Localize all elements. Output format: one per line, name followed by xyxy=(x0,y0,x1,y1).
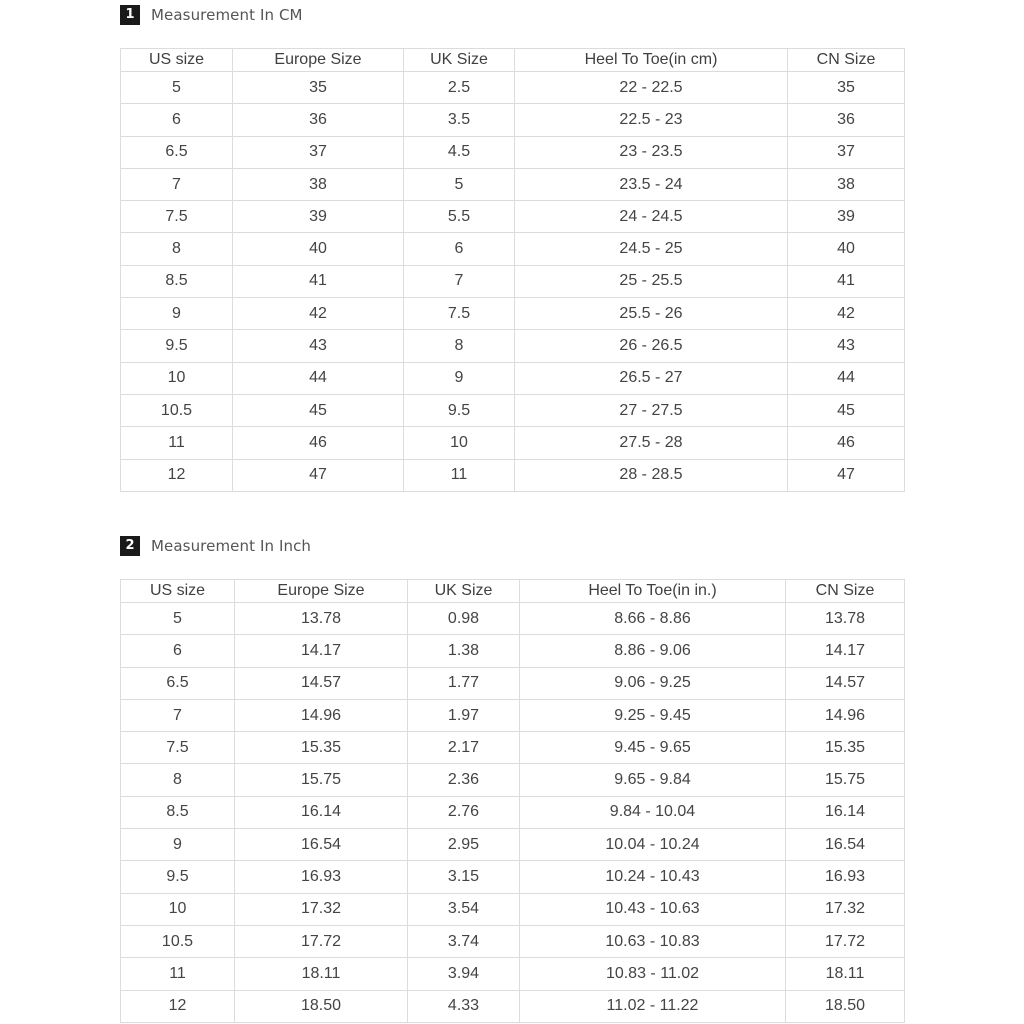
table-row xyxy=(121,201,905,233)
table-row xyxy=(121,168,905,200)
table-cell: 5.5 xyxy=(404,201,515,233)
table-cell: 10.83 - 11.02 xyxy=(520,958,786,990)
table-cell: 8.5 xyxy=(121,796,235,828)
table-cell: 41 xyxy=(788,265,905,297)
table-cell: 9.5 xyxy=(121,330,233,362)
table-cell: 2.76 xyxy=(408,796,520,828)
table-header-row xyxy=(121,49,905,72)
table-cell: 10 xyxy=(404,427,515,459)
table-cell: 9 xyxy=(121,298,233,330)
table-cell: 35 xyxy=(788,72,905,104)
table-cell: 27.5 - 28 xyxy=(515,427,788,459)
table-row xyxy=(121,104,905,136)
table-cell: 3.5 xyxy=(404,104,515,136)
table-cell: 24.5 - 25 xyxy=(515,233,788,265)
table-cell: 2.17 xyxy=(408,732,520,764)
table-cell: 18.11 xyxy=(786,958,905,990)
table-cell: 15.75 xyxy=(235,764,408,796)
table-cell: 8.86 - 9.06 xyxy=(520,635,786,667)
table-row xyxy=(121,958,905,990)
table-row xyxy=(121,265,905,297)
table-cell: 8.66 - 8.86 xyxy=(520,603,786,635)
table-cell: 2.5 xyxy=(404,72,515,104)
column-header: Heel To Toe(in in.) xyxy=(520,580,786,603)
table-cell: 10.04 - 10.24 xyxy=(520,829,786,861)
table-cell: 38 xyxy=(233,168,404,200)
table-cell: 18.50 xyxy=(235,990,408,1022)
table-cell: 10.43 - 10.63 xyxy=(520,893,786,925)
table-cell: 17.72 xyxy=(786,925,905,957)
table-cell: 3.54 xyxy=(408,893,520,925)
table-cell: 18.50 xyxy=(786,990,905,1022)
table-cell: 5 xyxy=(121,603,235,635)
table-cell: 2.95 xyxy=(408,829,520,861)
table-cell: 41 xyxy=(233,265,404,297)
table-cell: 2.36 xyxy=(408,764,520,796)
table-cell: 23.5 - 24 xyxy=(515,168,788,200)
table-cell: 14.17 xyxy=(786,635,905,667)
column-header: Europe Size xyxy=(233,49,404,72)
table-cell: 46 xyxy=(233,427,404,459)
table-cell: 6 xyxy=(404,233,515,265)
table-cell: 4.33 xyxy=(408,990,520,1022)
table-row xyxy=(121,362,905,394)
table-row xyxy=(121,459,905,491)
table-cell: 10.24 - 10.43 xyxy=(520,861,786,893)
table-row xyxy=(121,925,905,957)
table-cell: 39 xyxy=(788,201,905,233)
table-cell: 16.93 xyxy=(786,861,905,893)
column-header: UK Size xyxy=(404,49,515,72)
table-row xyxy=(121,427,905,459)
table-cell: 9.06 - 9.25 xyxy=(520,667,786,699)
table-cell: 12 xyxy=(121,990,235,1022)
table-cell: 8.5 xyxy=(121,265,233,297)
table-cell: 16.14 xyxy=(235,796,408,828)
table-cell: 8 xyxy=(121,233,233,265)
table-cell: 44 xyxy=(233,362,404,394)
table-cell: 14.96 xyxy=(786,699,905,731)
table-cell: 26 - 26.5 xyxy=(515,330,788,362)
table-row xyxy=(121,394,905,426)
section-heading-cm xyxy=(120,5,303,25)
table-cell: 9.84 - 10.04 xyxy=(520,796,786,828)
table-row xyxy=(121,136,905,168)
table-row xyxy=(121,732,905,764)
table-cell: 7.5 xyxy=(121,201,233,233)
table-cell: 13.78 xyxy=(786,603,905,635)
table-cell: 5 xyxy=(121,72,233,104)
table-cell: 6 xyxy=(121,104,233,136)
table-cell: 27 - 27.5 xyxy=(515,394,788,426)
table-cell: 17.72 xyxy=(235,925,408,957)
table-row xyxy=(121,796,905,828)
table-row xyxy=(121,233,905,265)
table-cell: 1.77 xyxy=(408,667,520,699)
table-cell: 9.65 - 9.84 xyxy=(520,764,786,796)
table-cell: 17.32 xyxy=(786,893,905,925)
table-cell: 45 xyxy=(233,394,404,426)
table-cell: 14.57 xyxy=(235,667,408,699)
size-table-cm xyxy=(120,48,905,492)
table-cell: 16.93 xyxy=(235,861,408,893)
table-cell: 25 - 25.5 xyxy=(515,265,788,297)
table-cell: 36 xyxy=(233,104,404,136)
table-cell: 25.5 - 26 xyxy=(515,298,788,330)
column-header: US size xyxy=(121,580,235,603)
section-number-badge: 1 xyxy=(120,5,140,25)
table-cell: 3.15 xyxy=(408,861,520,893)
table-cell: 9.5 xyxy=(404,394,515,426)
table-cell: 43 xyxy=(788,330,905,362)
column-header: US size xyxy=(121,49,233,72)
table-cell: 9.25 - 9.45 xyxy=(520,699,786,731)
table-cell: 38 xyxy=(788,168,905,200)
table-cell: 35 xyxy=(233,72,404,104)
table-row xyxy=(121,699,905,731)
table-cell: 10 xyxy=(121,893,235,925)
table-cell: 3.74 xyxy=(408,925,520,957)
table-cell: 24 - 24.5 xyxy=(515,201,788,233)
column-header: UK Size xyxy=(408,580,520,603)
table-row xyxy=(121,72,905,104)
table-row xyxy=(121,829,905,861)
table-cell: 14.57 xyxy=(786,667,905,699)
table-cell: 22.5 - 23 xyxy=(515,104,788,136)
table-cell: 8 xyxy=(121,764,235,796)
table-row xyxy=(121,330,905,362)
table-cell: 16.54 xyxy=(235,829,408,861)
table-row xyxy=(121,298,905,330)
size-table-inch xyxy=(120,579,905,1023)
table-cell: 3.94 xyxy=(408,958,520,990)
table-cell: 6.5 xyxy=(121,667,235,699)
column-header: CN Size xyxy=(786,580,905,603)
table-cell: 6.5 xyxy=(121,136,233,168)
table-cell: 14.96 xyxy=(235,699,408,731)
table-cell: 36 xyxy=(788,104,905,136)
table-cell: 22 - 22.5 xyxy=(515,72,788,104)
table-cell: 11 xyxy=(121,958,235,990)
table-cell: 7 xyxy=(404,265,515,297)
section-number-badge: 2 xyxy=(120,536,140,556)
table-cell: 46 xyxy=(788,427,905,459)
table-cell: 47 xyxy=(788,459,905,491)
column-header: CN Size xyxy=(788,49,905,72)
table-cell: 9 xyxy=(404,362,515,394)
table-cell: 17.32 xyxy=(235,893,408,925)
table-cell: 43 xyxy=(233,330,404,362)
table-cell: 10.5 xyxy=(121,925,235,957)
table-cell: 0.98 xyxy=(408,603,520,635)
table-cell: 42 xyxy=(788,298,905,330)
table-cell: 18.11 xyxy=(235,958,408,990)
table-row xyxy=(121,603,905,635)
table-cell: 40 xyxy=(233,233,404,265)
table-cell: 10 xyxy=(121,362,233,394)
table-cell: 15.35 xyxy=(235,732,408,764)
table-cell: 11.02 - 11.22 xyxy=(520,990,786,1022)
table-cell: 10.5 xyxy=(121,394,233,426)
table-cell: 12 xyxy=(121,459,233,491)
table-cell: 7 xyxy=(121,699,235,731)
table-row xyxy=(121,990,905,1022)
table-cell: 9.5 xyxy=(121,861,235,893)
table-cell: 26.5 - 27 xyxy=(515,362,788,394)
table-cell: 45 xyxy=(788,394,905,426)
table-cell: 9 xyxy=(121,829,235,861)
table-cell: 7.5 xyxy=(121,732,235,764)
table-cell: 47 xyxy=(233,459,404,491)
table-cell: 7 xyxy=(121,168,233,200)
table-cell: 9.45 - 9.65 xyxy=(520,732,786,764)
section-heading-inch xyxy=(120,536,311,556)
column-header: Heel To Toe(in cm) xyxy=(515,49,788,72)
table-cell: 1.38 xyxy=(408,635,520,667)
table-cell: 15.75 xyxy=(786,764,905,796)
table-row xyxy=(121,764,905,796)
table-header-row xyxy=(121,580,905,603)
table-cell: 15.35 xyxy=(786,732,905,764)
table-cell: 23 - 23.5 xyxy=(515,136,788,168)
table-cell: 16.14 xyxy=(786,796,905,828)
table-row xyxy=(121,861,905,893)
section-title: Measurement In Inch xyxy=(151,537,312,555)
table-cell: 11 xyxy=(121,427,233,459)
table-cell: 10.63 - 10.83 xyxy=(520,925,786,957)
table-cell: 37 xyxy=(788,136,905,168)
section-title: Measurement In CM xyxy=(151,6,303,24)
table-cell: 40 xyxy=(788,233,905,265)
table-cell: 6 xyxy=(121,635,235,667)
table-row xyxy=(121,635,905,667)
table-cell: 1.97 xyxy=(408,699,520,731)
table-cell: 11 xyxy=(404,459,515,491)
table-cell: 39 xyxy=(233,201,404,233)
table-cell: 7.5 xyxy=(404,298,515,330)
column-header: Europe Size xyxy=(235,580,408,603)
table-cell: 5 xyxy=(404,168,515,200)
table-row xyxy=(121,667,905,699)
table-cell: 44 xyxy=(788,362,905,394)
table-cell: 28 - 28.5 xyxy=(515,459,788,491)
table-row xyxy=(121,893,905,925)
table-cell: 16.54 xyxy=(786,829,905,861)
table-cell: 14.17 xyxy=(235,635,408,667)
table-cell: 8 xyxy=(404,330,515,362)
table-cell: 37 xyxy=(233,136,404,168)
table-cell: 13.78 xyxy=(235,603,408,635)
table-cell: 42 xyxy=(233,298,404,330)
table-cell: 4.5 xyxy=(404,136,515,168)
